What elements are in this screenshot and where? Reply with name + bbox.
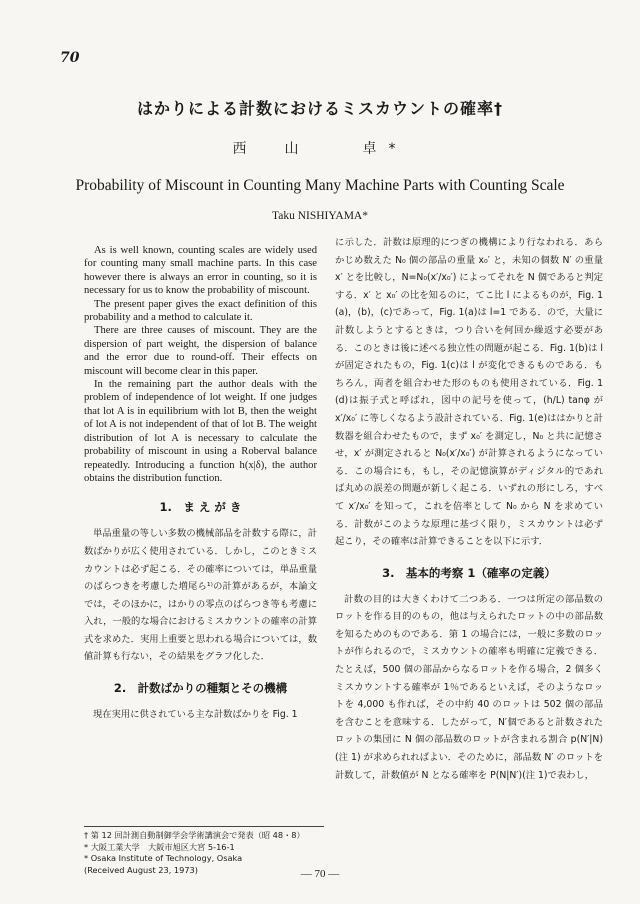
page-number-top: 70 (60, 50, 80, 66)
continued-paragraph: に示した．計数は原理的につぎの機構により行なわれる．あらかじめ数えた N₀ 個の部品の重量 x₀′ と，未知の個数 N′ の重量 x′ とを比較し，N=N₀(x′/x₀′) によってそれを N 個であると判定する．x′ と x₀′ の比を知るのに，てこ比 l によるものが，Fig. 1 (a)，(b)，(c)であって，Fig. 1(a)は l=1 である．ので，大量に計数しようとするときは，つり合いを何回か繰返す必要がある．このときは後に述べる独立性の問題が起こる．Fig. 1(b)は l が固定されたもの，Fig. 1(c)は l が変化できるものである．もちろん，両者を組合わせた形のものも使用されている．Fig. 1 (d)は振子式と呼ばれ，図中の記号を使って，(h/L) tanφ が x′/x₀′ に等しくなるよう設計されている．Fig. 1(e)ははかりと計数器を組合わせたもので，まず x₀′ を測定し，N₀ と共に記憶させ，x′ が測定されると N₀(x′/x₀′) が計算されるようになっている．この場合にも，もし，その記憶演算がディジタル的であれば丸めの誤差の問題が新しく起こる．いずれの形にしろ，すべて x′/x₀′ を知って，これを倍率として N₀ から N を求めている．計数がこのような原理に基づく限り，ミスカウントは必ず起こり，その確率は計算できることを以下に示す． (335, 237, 603, 548)
footnote: † 第 12 回計測自動制御学会学術講演会で発表（昭 48・8） (84, 830, 305, 840)
footnote: * Osaka Institute of Technology, Osaka (84, 853, 243, 863)
abstract-paragraph: There are three causes of miscount. They are the dispersion of part weight, the dispersion of balance and the error due to round-off. Their effects on miscount will become clear in this paper. (84, 325, 317, 377)
page-number-bottom: — 70 — (300, 868, 340, 880)
section-3-heading: 3. 基本的考察 1（確率の定義） (382, 565, 556, 580)
section-2-heading: 2. 計数ばかりの種類とその機構 (113, 681, 288, 696)
title-english: Probability of Miscount in Counting Many Machine Parts with Counting Scale (75, 177, 565, 194)
author-japanese: 西 山 卓* (232, 141, 408, 157)
section-1-heading: 1. ま え が き (159, 500, 242, 515)
section-2-text: 現在実用に供されている主な計数ばかりを Fig. 1 (93, 709, 298, 721)
footnote: * 大阪工業大学 大阪市旭区大宮 5-16-1 (84, 841, 235, 852)
abstract-paragraph: As is well known, counting scales are widely used for counting many small machine parts. In this case however there is always an error in counting, so it is necessary for us to know the probability of miscount. (84, 245, 317, 297)
section-1-text: 単品重量の等しい多数の機械部品を計数する際に，計数ばかりが広く使用されている．しかし，このときミスカウントは必ず起こる．その確率については，単品重量のばらつきを考慮した増尾ら¹⁾の計算があるが，本論文では，そのほかに，はかりの零点のばらつき等も考慮に入れ，一般的な場合におけるミスカウントの確率の計算式を求めた．実用上重要と思われる場合については，数値計算も行ない，その結果をグラフ化した． (84, 528, 317, 663)
title-japanese: はかりによる計数におけるミスカウントの確率† (136, 99, 503, 118)
footnote: (Received August 23, 1973) (84, 864, 198, 875)
abstract-paragraph: In the remaining part the author deals with the problem of independence of lot weight. If one judges that lot A is in equilibrium with lot B, then the weight of lot A is not independent of that of lot B. The weight distribution of lot A is necessary to calculate the probability of miscount in using a Roberval balance repeatedly. Introducing a function h(x|δ), the author obtains the distribution function. (84, 379, 317, 484)
abstract-paragraph: The present paper gives the exact definition of this probability and a method to calculate it. (84, 298, 317, 324)
abstract (84, 244, 317, 485)
section-3-text: 計数の目的は大きくわけて二つある．一つは所定の部品数のロットを作る目的のもの，他は与えられたロットの中の部品数を知るためのものである．第 1 の場合には，一般に多数のロットが作られるので，ミスカウントの確率も明確に定義できる．たとえば，500 個の部品からなるロットを作る場合，2 個多くミスカウントする確率が 1％であるといえば，そのようなロットを 4,000 も作れば，その中約 40 のロットは 502 個の部品を含むことを意味する．したがって，N′個であると計数されたロットの集団に N 個の部品数のロットが含まれる割合 p(N′|N)(注 1) が求められればよい．そのために，部品数 N′ のロットを計数して，計数値が N となる確率を P(N|N′)(注 1)で表わし， (335, 593, 603, 781)
left-column (84, 234, 317, 724)
author-english: Taku NISHIYAMA* (272, 210, 368, 222)
right-column (335, 234, 603, 784)
